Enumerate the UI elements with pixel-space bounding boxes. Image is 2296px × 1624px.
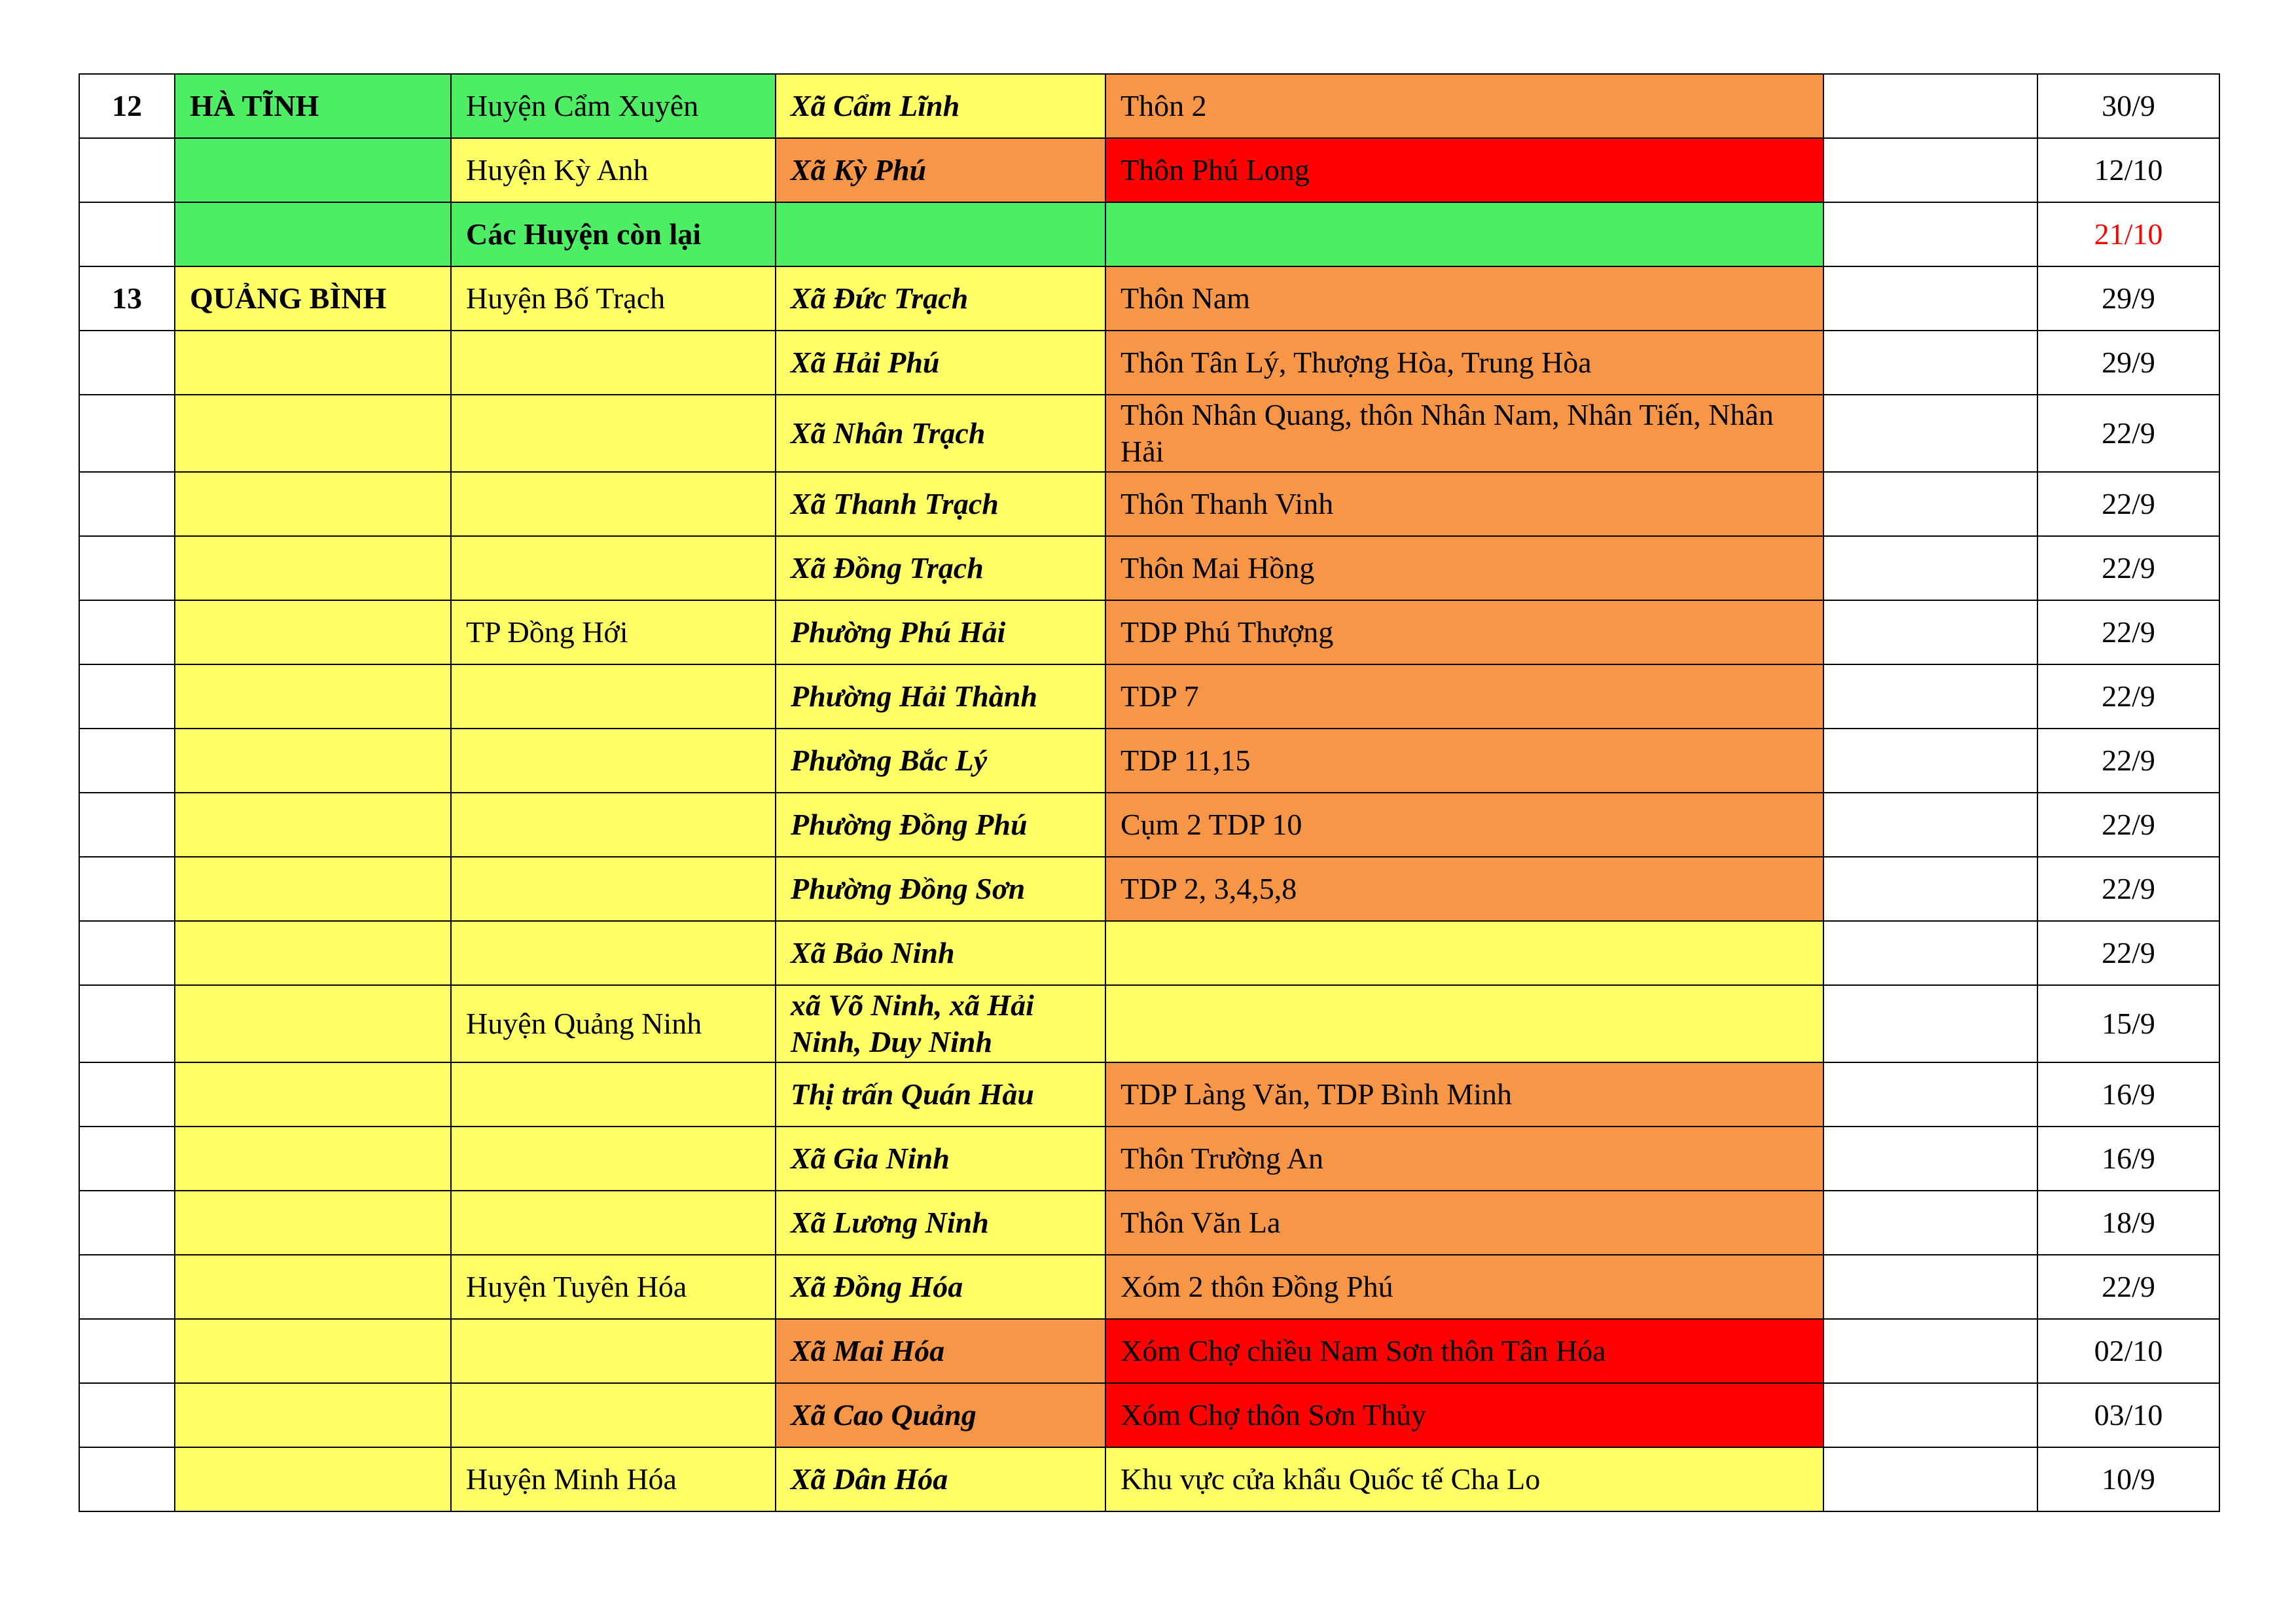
date-cell: 03/10 bbox=[2037, 1383, 2219, 1447]
date-cell: 16/9 bbox=[2037, 1062, 2219, 1127]
district-cell: Huyện Quảng Ninh bbox=[451, 985, 776, 1062]
village-cell: Khu vực cửa khẩu Quốc tế Cha Lo bbox=[1105, 1447, 1823, 1511]
table-row bbox=[79, 1062, 2219, 1127]
date-cell: 22/9 bbox=[2037, 729, 2219, 793]
row-number bbox=[79, 921, 175, 985]
province-cell: HÀ TĨNH bbox=[175, 74, 451, 138]
row-number bbox=[79, 1447, 175, 1511]
row-number bbox=[79, 664, 175, 729]
date-cell: 22/9 bbox=[2037, 472, 2219, 536]
row-number bbox=[79, 1383, 175, 1447]
commune-cell: Xã Mai Hóa bbox=[776, 1319, 1105, 1383]
village-cell: Thôn Tân Lý, Thượng Hòa, Trung Hòa bbox=[1105, 331, 1823, 395]
date-cell: 12/10 bbox=[2037, 138, 2219, 202]
province-cell bbox=[175, 1383, 451, 1447]
note-cell bbox=[1823, 472, 2037, 536]
date-cell: 16/9 bbox=[2037, 1127, 2219, 1191]
note-cell bbox=[1823, 74, 2037, 138]
province-cell bbox=[175, 664, 451, 729]
row-number bbox=[79, 1127, 175, 1191]
table-row bbox=[79, 266, 2219, 331]
village-cell: Xóm Chợ thôn Sơn Thủy bbox=[1105, 1383, 1823, 1447]
table-row bbox=[79, 1447, 2219, 1511]
village-cell: TDP Phú Thượng bbox=[1105, 600, 1823, 664]
province-cell bbox=[175, 729, 451, 793]
table-row bbox=[79, 1127, 2219, 1191]
village-cell: Thôn Thanh Vinh bbox=[1105, 472, 1823, 536]
note-cell bbox=[1823, 1062, 2037, 1127]
district-cell: TP Đồng Hới bbox=[451, 600, 776, 664]
province-cell bbox=[175, 1062, 451, 1127]
village-cell: TDP 2, 3,4,5,8 bbox=[1105, 857, 1823, 921]
date-cell: 22/9 bbox=[2037, 857, 2219, 921]
date-cell: 22/9 bbox=[2037, 600, 2219, 664]
district-cell bbox=[451, 472, 776, 536]
date-cell: 18/9 bbox=[2037, 1191, 2219, 1255]
province-cell bbox=[175, 395, 451, 472]
table-row bbox=[79, 600, 2219, 664]
province-cell bbox=[175, 472, 451, 536]
province-cell bbox=[175, 1127, 451, 1191]
province-cell bbox=[175, 138, 451, 202]
table-row bbox=[79, 536, 2219, 600]
row-number bbox=[79, 793, 175, 857]
village-cell: Thôn Văn La bbox=[1105, 1191, 1823, 1255]
commune-cell: Xã Đức Trạch bbox=[776, 266, 1105, 331]
village-cell: Thôn Trường An bbox=[1105, 1127, 1823, 1191]
table-row bbox=[79, 1383, 2219, 1447]
district-cell: Huyện Minh Hóa bbox=[451, 1447, 776, 1511]
row-number bbox=[79, 202, 175, 266]
province-cell bbox=[175, 1319, 451, 1383]
date-cell: 22/9 bbox=[2037, 536, 2219, 600]
commune-cell: Xã Hải Phú bbox=[776, 331, 1105, 395]
commune-cell: Xã Dân Hóa bbox=[776, 1447, 1105, 1511]
table-row bbox=[79, 664, 2219, 729]
village-cell: TDP Làng Văn, TDP Bình Minh bbox=[1105, 1062, 1823, 1127]
commune-cell: Thị trấn Quán Hàu bbox=[776, 1062, 1105, 1127]
village-cell: TDP 7 bbox=[1105, 664, 1823, 729]
commune-cell: xã Võ Ninh, xã Hải Ninh, Duy Ninh bbox=[776, 985, 1105, 1062]
district-cell bbox=[451, 536, 776, 600]
village-cell: Thôn Phú Long bbox=[1105, 138, 1823, 202]
table-row bbox=[79, 729, 2219, 793]
district-cell bbox=[451, 1191, 776, 1255]
note-cell bbox=[1823, 1383, 2037, 1447]
district-cell: Các Huyện còn lại bbox=[451, 202, 776, 266]
note-cell bbox=[1823, 600, 2037, 664]
commune-cell: Xã Cao Quảng bbox=[776, 1383, 1105, 1447]
district-cell bbox=[451, 664, 776, 729]
district-cell: Huyện Kỳ Anh bbox=[451, 138, 776, 202]
district-cell bbox=[451, 1383, 776, 1447]
note-cell bbox=[1823, 536, 2037, 600]
commune-cell: Xã Đồng Hóa bbox=[776, 1255, 1105, 1319]
province-cell bbox=[175, 1191, 451, 1255]
note-cell bbox=[1823, 266, 2037, 331]
commune-cell: Xã Thanh Trạch bbox=[776, 472, 1105, 536]
note-cell bbox=[1823, 793, 2037, 857]
note-cell bbox=[1823, 202, 2037, 266]
commune-cell: Phường Đồng Sơn bbox=[776, 857, 1105, 921]
commune-cell: Phường Bắc Lý bbox=[776, 729, 1105, 793]
province-cell bbox=[175, 1447, 451, 1511]
note-cell bbox=[1823, 138, 2037, 202]
row-number bbox=[79, 331, 175, 395]
date-cell: 29/9 bbox=[2037, 331, 2219, 395]
note-cell bbox=[1823, 395, 2037, 472]
epidemic-zone-table bbox=[79, 73, 2220, 1512]
province-cell bbox=[175, 331, 451, 395]
district-cell bbox=[451, 857, 776, 921]
commune-cell bbox=[776, 202, 1105, 266]
village-cell: Thôn Nam bbox=[1105, 266, 1823, 331]
note-cell bbox=[1823, 1319, 2037, 1383]
date-cell: 29/9 bbox=[2037, 266, 2219, 331]
commune-cell: Phường Phú Hải bbox=[776, 600, 1105, 664]
table-row bbox=[79, 138, 2219, 202]
district-cell bbox=[451, 395, 776, 472]
table-row bbox=[79, 857, 2219, 921]
date-cell: 10/9 bbox=[2037, 1447, 2219, 1511]
province-cell bbox=[175, 857, 451, 921]
row-number bbox=[79, 985, 175, 1062]
date-cell: 22/9 bbox=[2037, 793, 2219, 857]
district-cell: Huyện Tuyên Hóa bbox=[451, 1255, 776, 1319]
date-cell: 22/9 bbox=[2037, 921, 2219, 985]
row-number bbox=[79, 1255, 175, 1319]
village-cell: Cụm 2 TDP 10 bbox=[1105, 793, 1823, 857]
row-number bbox=[79, 536, 175, 600]
date-cell: 15/9 bbox=[2037, 985, 2219, 1062]
date-cell: 22/9 bbox=[2037, 664, 2219, 729]
row-number bbox=[79, 395, 175, 472]
district-cell: Huyện Bố Trạch bbox=[451, 266, 776, 331]
date-cell: 22/9 bbox=[2037, 1255, 2219, 1319]
village-cell: Xóm 2 thôn Đồng Phú bbox=[1105, 1255, 1823, 1319]
village-cell: TDP 11,15 bbox=[1105, 729, 1823, 793]
table-row bbox=[79, 985, 2219, 1062]
commune-cell: Phường Hải Thành bbox=[776, 664, 1105, 729]
date-cell: 02/10 bbox=[2037, 1319, 2219, 1383]
table-row bbox=[79, 395, 2219, 472]
note-cell bbox=[1823, 921, 2037, 985]
district-cell bbox=[451, 921, 776, 985]
village-cell: Thôn 2 bbox=[1105, 74, 1823, 138]
province-cell bbox=[175, 985, 451, 1062]
row-number: 12 bbox=[79, 74, 175, 138]
province-cell: QUẢNG BÌNH bbox=[175, 266, 451, 331]
village-cell: Thôn Mai Hồng bbox=[1105, 536, 1823, 600]
table-row bbox=[79, 1255, 2219, 1319]
note-cell bbox=[1823, 1255, 2037, 1319]
table-row bbox=[79, 1319, 2219, 1383]
commune-cell: Xã Cẩm Lĩnh bbox=[776, 74, 1105, 138]
row-number bbox=[79, 857, 175, 921]
date-cell: 22/9 bbox=[2037, 395, 2219, 472]
district-cell: Huyện Cẩm Xuyên bbox=[451, 74, 776, 138]
commune-cell: Phường Đồng Phú bbox=[776, 793, 1105, 857]
district-cell bbox=[451, 793, 776, 857]
district-cell bbox=[451, 1319, 776, 1383]
district-cell bbox=[451, 1062, 776, 1127]
province-cell bbox=[175, 536, 451, 600]
date-cell: 21/10 bbox=[2037, 202, 2219, 266]
date-cell: 30/9 bbox=[2037, 74, 2219, 138]
row-number bbox=[79, 729, 175, 793]
province-cell bbox=[175, 793, 451, 857]
table-row bbox=[79, 921, 2219, 985]
village-cell bbox=[1105, 921, 1823, 985]
village-cell: Thôn Nhân Quang, thôn Nhân Nam, Nhân Tiến, Nhân Hải bbox=[1105, 395, 1823, 472]
table-row bbox=[79, 1191, 2219, 1255]
province-cell bbox=[175, 202, 451, 266]
district-cell bbox=[451, 1127, 776, 1191]
commune-cell: Xã Lương Ninh bbox=[776, 1191, 1105, 1255]
table-row bbox=[79, 793, 2219, 857]
province-cell bbox=[175, 600, 451, 664]
village-cell bbox=[1105, 202, 1823, 266]
district-cell bbox=[451, 331, 776, 395]
table-row bbox=[79, 331, 2219, 395]
note-cell bbox=[1823, 1127, 2037, 1191]
commune-cell: Xã Kỳ Phú bbox=[776, 138, 1105, 202]
commune-cell: Xã Gia Ninh bbox=[776, 1127, 1105, 1191]
table-row bbox=[79, 74, 2219, 138]
province-cell bbox=[175, 921, 451, 985]
row-number: 13 bbox=[79, 266, 175, 331]
row-number bbox=[79, 1319, 175, 1383]
commune-cell: Xã Bảo Ninh bbox=[776, 921, 1105, 985]
row-number bbox=[79, 600, 175, 664]
row-number bbox=[79, 472, 175, 536]
note-cell bbox=[1823, 331, 2037, 395]
note-cell bbox=[1823, 1191, 2037, 1255]
commune-cell: Xã Đồng Trạch bbox=[776, 536, 1105, 600]
note-cell bbox=[1823, 664, 2037, 729]
table-row bbox=[79, 472, 2219, 536]
note-cell bbox=[1823, 729, 2037, 793]
note-cell bbox=[1823, 1447, 2037, 1511]
note-cell bbox=[1823, 985, 2037, 1062]
note-cell bbox=[1823, 857, 2037, 921]
province-cell bbox=[175, 1255, 451, 1319]
row-number bbox=[79, 138, 175, 202]
row-number bbox=[79, 1191, 175, 1255]
village-cell: Xóm Chợ chiều Nam Sơn thôn Tân Hóa bbox=[1105, 1319, 1823, 1383]
district-cell bbox=[451, 729, 776, 793]
table-row bbox=[79, 202, 2219, 266]
village-cell bbox=[1105, 985, 1823, 1062]
row-number bbox=[79, 1062, 175, 1127]
commune-cell: Xã Nhân Trạch bbox=[776, 395, 1105, 472]
